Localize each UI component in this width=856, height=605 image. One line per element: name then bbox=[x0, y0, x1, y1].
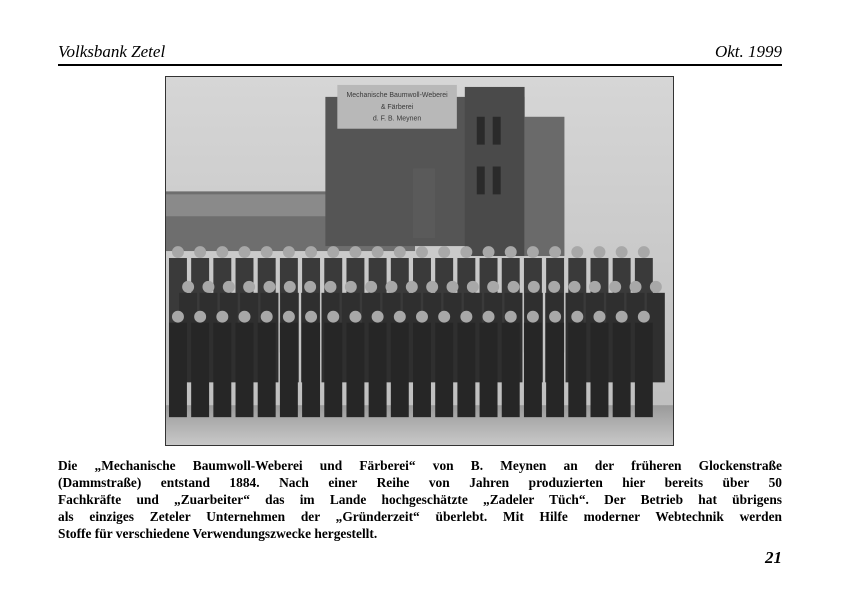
person-body bbox=[502, 323, 520, 417]
person-head bbox=[593, 246, 605, 258]
caption-line-2: (Dammstraße) entstand 1884. Nach einer Reihe von Jahren produzierten hier bereits über 50 bbox=[58, 475, 782, 490]
person-head bbox=[283, 246, 295, 258]
person-head bbox=[327, 246, 339, 258]
person-head bbox=[263, 281, 275, 293]
person-head bbox=[223, 281, 235, 293]
person-head bbox=[372, 246, 384, 258]
person-head bbox=[438, 246, 450, 258]
caption-line-5: Stoffe für verschiedene Verwendungszwecke hergestellt. bbox=[58, 526, 378, 541]
person-body bbox=[591, 323, 609, 417]
person-head bbox=[528, 281, 540, 293]
person-head bbox=[483, 246, 495, 258]
person-head bbox=[182, 281, 194, 293]
person-body bbox=[236, 323, 254, 417]
person-body bbox=[169, 323, 187, 417]
person-head bbox=[202, 281, 214, 293]
person-head bbox=[483, 311, 495, 323]
person-head bbox=[194, 246, 206, 258]
person-head bbox=[508, 281, 520, 293]
person-head bbox=[394, 246, 406, 258]
person-head bbox=[243, 281, 255, 293]
person-head bbox=[386, 281, 398, 293]
person-head bbox=[527, 246, 539, 258]
person-head bbox=[416, 246, 428, 258]
person-head bbox=[216, 311, 228, 323]
person-head bbox=[616, 246, 628, 258]
person-head bbox=[571, 311, 583, 323]
person-head bbox=[589, 281, 601, 293]
person-body bbox=[324, 323, 342, 417]
person-body bbox=[391, 323, 409, 417]
person-head bbox=[349, 311, 361, 323]
photo-caption bbox=[58, 457, 782, 542]
person-head bbox=[630, 281, 642, 293]
header-title: Volksbank Zetel bbox=[58, 42, 166, 61]
person-head bbox=[571, 246, 583, 258]
caption-line-4: als einziges Zeteler Unternehmen der „Gründerzeit“ überlebt. Mit Hilfe moderner Webtechnik werden bbox=[58, 509, 782, 524]
person-head bbox=[394, 311, 406, 323]
person-body bbox=[369, 323, 387, 417]
person-head bbox=[593, 311, 605, 323]
person-head bbox=[569, 281, 581, 293]
person-head bbox=[548, 281, 560, 293]
person-head bbox=[305, 246, 317, 258]
caption-line-1: Die „Mechanische Baumwoll-Weberei und Färberei“ von B. Meynen an der früheren Glockenstraße bbox=[58, 458, 782, 473]
person-head bbox=[372, 311, 384, 323]
person-head bbox=[505, 246, 517, 258]
person-head bbox=[194, 311, 206, 323]
person-head bbox=[426, 281, 438, 293]
person-body bbox=[435, 323, 453, 417]
person-head bbox=[172, 311, 184, 323]
person-head bbox=[460, 311, 472, 323]
person-body bbox=[524, 323, 542, 417]
person-head bbox=[283, 311, 295, 323]
person-head bbox=[239, 311, 251, 323]
person-head bbox=[261, 311, 273, 323]
person-head bbox=[261, 246, 273, 258]
person-head bbox=[305, 311, 317, 323]
person-head bbox=[216, 246, 228, 258]
person-body bbox=[413, 323, 431, 417]
sign-line-1: Mechanische Baumwoll-Weberei bbox=[346, 91, 448, 99]
person-head bbox=[460, 246, 472, 258]
person-body bbox=[213, 323, 231, 417]
person-head bbox=[327, 311, 339, 323]
person-body bbox=[258, 323, 276, 417]
person-head bbox=[650, 281, 662, 293]
person-head bbox=[638, 246, 650, 258]
person-body bbox=[613, 323, 631, 417]
historical-photo bbox=[165, 76, 674, 446]
person-body bbox=[302, 323, 320, 417]
caption-line-3: Fachkräfte und „Zuarbeiter“ das im Lande hochgeschätzte „Zadeler Tüch“. Der Betrieb hat übrigens bbox=[58, 492, 782, 507]
person-body bbox=[480, 323, 498, 417]
person-body bbox=[346, 323, 364, 417]
person-head bbox=[487, 281, 499, 293]
person-body bbox=[568, 323, 586, 417]
person-body bbox=[280, 323, 298, 417]
person-head bbox=[304, 281, 316, 293]
person-head bbox=[349, 246, 361, 258]
factory-group-photo bbox=[166, 77, 673, 445]
person-head bbox=[638, 311, 650, 323]
person-body bbox=[635, 323, 653, 417]
person-head bbox=[527, 311, 539, 323]
person-head bbox=[324, 281, 336, 293]
person-head bbox=[447, 281, 459, 293]
person-head bbox=[549, 246, 561, 258]
person-body bbox=[546, 323, 564, 417]
person-head bbox=[239, 246, 251, 258]
chimney bbox=[413, 169, 435, 239]
person-head bbox=[284, 281, 296, 293]
person-head bbox=[438, 311, 450, 323]
person-head bbox=[172, 246, 184, 258]
person-body bbox=[191, 323, 209, 417]
person-head bbox=[365, 281, 377, 293]
header-date: Okt. 1999 bbox=[714, 42, 782, 61]
person-head bbox=[345, 281, 357, 293]
header-divider bbox=[58, 64, 782, 66]
person-head bbox=[467, 281, 479, 293]
person-body bbox=[457, 323, 475, 417]
person-head bbox=[616, 311, 628, 323]
person-head bbox=[609, 281, 621, 293]
sign-line-2: & Färberei bbox=[380, 103, 414, 111]
sign-line-3: d. F. B. Meynen bbox=[372, 115, 422, 123]
page-number: 21 bbox=[765, 548, 782, 567]
person-head bbox=[406, 281, 418, 293]
person-head bbox=[549, 311, 561, 323]
person-head bbox=[505, 311, 517, 323]
person-head bbox=[416, 311, 428, 323]
